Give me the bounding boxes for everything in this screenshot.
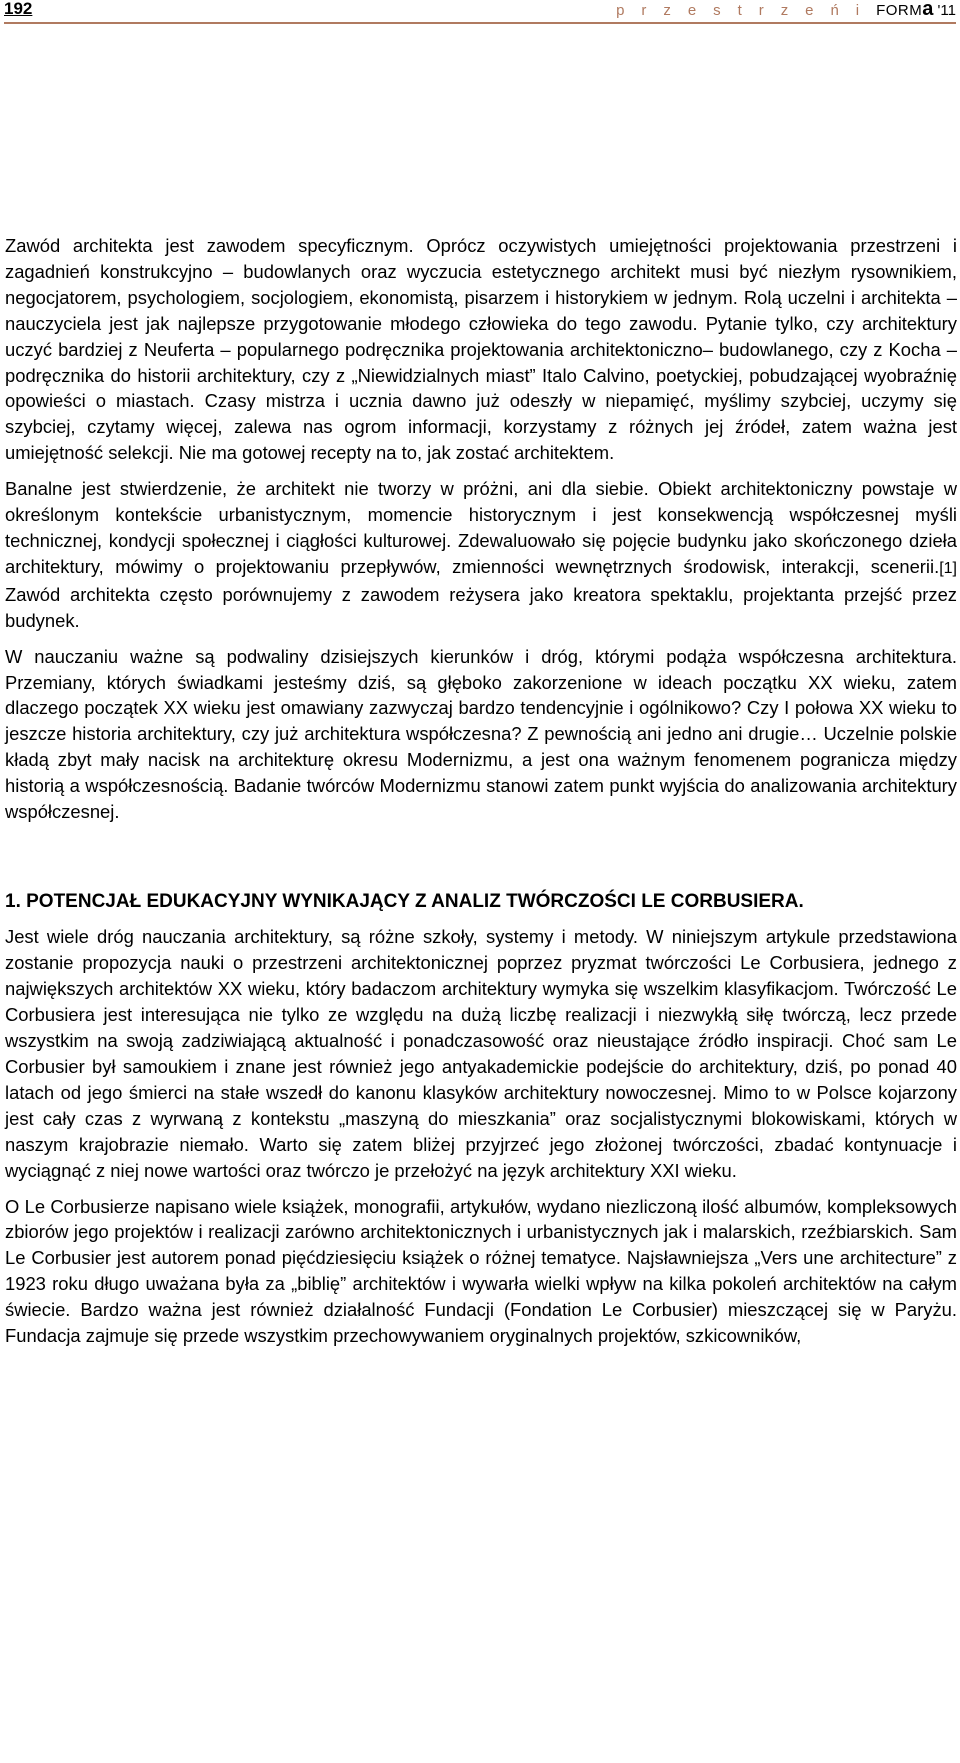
journal-year: '11 bbox=[933, 2, 956, 19]
article-body bbox=[5, 233, 957, 1349]
journal-title-spaced: p r z e s t r z e ń i bbox=[616, 2, 877, 19]
paragraph-context bbox=[5, 476, 957, 633]
paragraph-context-text: Banalne jest stwierdzenie, że architekt nie tworzy w próżni, ani dla siebie. Obiekt architektoniczny powstaje w określonym kontekście urbanistycznym, momencie historycznym i jest konsekwencją współczesnej myśli technicznej, kondycji społecznej i ciągłości kulturowej. Zdewaluowało się pojęcie budynku jako skończonego dzieła architektury, mówimy o projektowaniu przepływów, zmienności wewnętrznych środowisk, interakcji, scenerii. bbox=[5, 478, 957, 577]
paragraph-le-corbusier: Jest wiele dróg nauczania architektury, są różne szkoły, systemy i metody. W niniejszym artykule przedstawiona zostanie propozycja nauki o przestrzeni architektonicznej poprzez pryzmat twórczości Le Corbusiera, jednego z największych architektów XX wieku, który badaczom architektury wymyka się wszelkim klasyfikacjom. Twórczość Le Corbusiera jest interesująca nie tylko ze względu na dużą liczbę realizacji i niezwykłą siłę twórczą, lecz przede wszystkim na swoją zadziwiającą aktualność i ponadczasowość oraz nieustające źródło inspiracji. Choć sam Le Corbusier był samoukiem i znane jest również jego antyakademickie podejście do architektury, dziś, po ponad 40 latach od jego śmierci na stałe wszedł do kanonu klasyków architektury nowoczesnej. Mimo to w Polsce kojarzony jest cały czas z wyrwaną z kontekstu „maszyną do mieszkania” oraz socjalistycznymi blokowiskami, których w naszym krajobrazie niemało. Warto się zatem bliżej przyjrzeć jego złożonej twórczości, zbadać kontynuacje i wyciągnąć z niej nowe wartości oraz twórczo je przełożyć na język architektury XXI wieku. bbox=[5, 926, 957, 1181]
running-header bbox=[4, 0, 956, 22]
journal-title bbox=[616, 0, 956, 20]
footnote-reference[interactable]: [1] bbox=[939, 559, 957, 577]
paragraph-publications: O Le Corbusierze napisano wiele książek, monografii, artykułów, wydano niezliczoną ilość albumów, kompleksowych zbiorów jego projektów i realizacji zarówno architektonicznych i urbanistycznych jak i malarskich, rzeźbiarskich. Sam Le Corbusier jest autorem ponad pięćdziesięciu książek o różnej tematyce. Najsławniejsza „Vers une architecture” z 1923 roku długo uważana była za „biblię” architektów i wywarła wielki wpływ na kilka pokoleń architektów na całym świecie. Bardzo ważna jest również działalność Fundacji (Fondation Le Corbusier) mieszczącej się w Paryżu. Fundacja zajmuje się przede wszystkim przechowywaniem oryginalnych projektów, szkicowników, bbox=[5, 1195, 957, 1347]
paragraph-context-text-end: Zawód architekta często porównujemy z zawodem reżysera jako kreatora spektaklu, projektanta przejść przez budynek. bbox=[5, 583, 957, 631]
section-heading: 1. POTENCJAŁ EDUKACYJNY WYNIKAJĄCY Z ANALIZ TWÓRCZOŚCI LE CORBUSIERA. bbox=[5, 890, 804, 912]
page-number: 192 bbox=[4, 0, 33, 18]
journal-title-forma: FORM bbox=[876, 2, 923, 19]
paragraph-intro: Zawód architekta jest zawodem specyficznym. Oprócz oczywistych umiejętności projektowania przestrzeni i zagadnień konstrukcyjno – budowlanych oraz wyczucia estetycznego architekt musi być niezłym rysownikiem, negocjatorem, psychologiem, socjologiem, ekonomistą, pisarzem i historykiem w jednym. Rolą uczelni i architekta – nauczyciela jest jak najlepsze przygotowanie młodego człowieka do tego zawodu. Pytanie tylko, czy architektury uczyć bardziej z Neuferta – popularnego podręcznika projektowania architektoniczno– budowlanego, czy z Kocha – podręcznika do historii architektury, czy z „Niewidzialnych miast” Italo Calvino, poetyckiej, pobudzającej wyobraźnię opowieści o miastach. Czasy mistrza i ucznia dawno już odeszły w niepamięć, myślimy szybciej, uczymy się szybciej, czytamy więcej, zalewa nas ogrom informacji, korzystamy z różnych jej źródeł, zatem ważna jest umiejętność selekcji. Nie ma gotowej recepty na to, jak zostać architektem. bbox=[5, 235, 957, 464]
paragraph-teaching: W nauczaniu ważne są podwaliny dzisiejszych kierunków i dróg, którymi podąża współczesna architektura. Przemiany, których świadkami jesteśmy dziś, są głęboko zakorzenione w ideach początku XX wieku, zatem dlaczego początek XX wieku jest omawiany zazwyczaj bardzo tendencyjnie i ogólnikowo? Czy I połowa XX wieku to jeszcze historia architektury, czy już architektura współczesna? Z pewnością ani jedno ani drugie… Uczelnie polskie kładą zbyt mały nacisk na architekturę okresu Modernizmu, a jest ona ważnym fenomenem pogranicza między historią a współczesnością. Badanie twórców Modernizmu stanowi zatem punkt wyjścia do analizowania architektury współczesnej. bbox=[5, 645, 957, 823]
header-rule bbox=[4, 22, 956, 24]
journal-title-a: a bbox=[922, 0, 934, 20]
